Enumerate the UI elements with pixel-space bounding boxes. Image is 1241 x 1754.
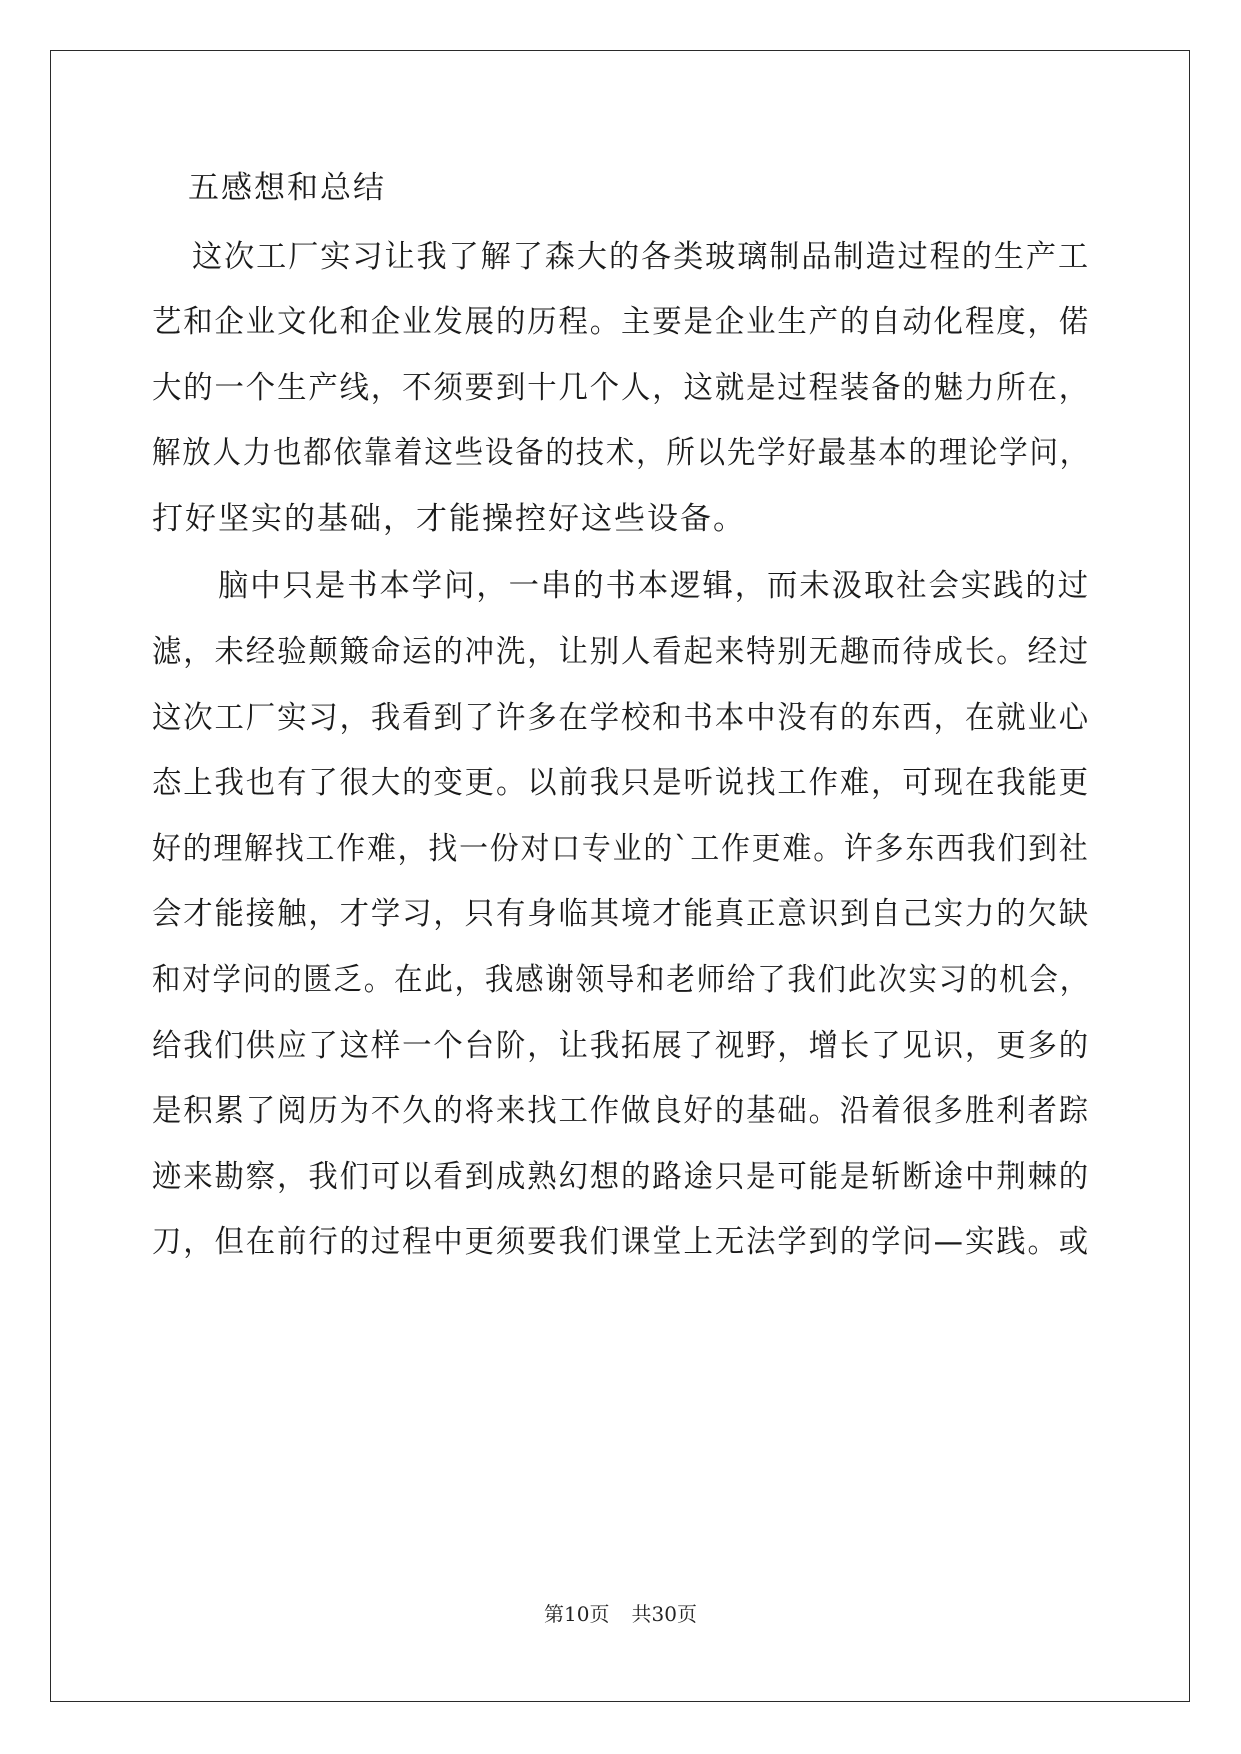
paragraph-line: 迹来勘察，我们可以看到成熟幻想的路途只是可能是斩断途中荆棘的 xyxy=(152,1159,1091,1195)
paragraph-line: 态上我也有了很大的变更。以前我只是听说找工作难，可现在我能更 xyxy=(152,765,1091,801)
section-heading: 五感想和总结 xyxy=(188,170,386,206)
page-border xyxy=(50,50,1190,1702)
paragraph-line: 脑中只是书本学问，一串的书本逻辑，而未汲取社会实践的过 xyxy=(218,568,1091,604)
paragraph-line: 解放人力也都依靠着这些设备的技术，所以先学好最基本的理论学问， xyxy=(152,435,1090,471)
paragraph-line: 大的一个生产线，不须要到十几个人，这就是过程装备的魅力所在， xyxy=(152,370,1091,406)
page-number: 第10页 xyxy=(544,1602,610,1626)
paragraph-line: 艺和企业文化和企业发展的历程。主要是企业生产的自动化程度，偌 xyxy=(152,304,1091,340)
paragraph-line: 好的理解找工作难，找一份对口专业的`工作更难。许多东西我们到社 xyxy=(152,831,1090,867)
paragraph-line: 刀，但在前行的过程中更须要我们课堂上无法学到的学问—实践。或 xyxy=(152,1224,1091,1260)
page-total: 共30页 xyxy=(631,1602,697,1626)
paragraph-line: 打好坚实的基础，才能操控好这些设备。 xyxy=(152,501,746,537)
paragraph-line: 这次工厂实习让我了解了森大的各类玻璃制品制造过程的生产工 xyxy=(192,239,1091,275)
paragraph-line: 滤，未经验颠簸命运的冲洗，让别人看起来特别无趣而待成长。经过 xyxy=(152,634,1091,670)
paragraph-line: 会才能接触，才学习，只有身临其境才能真正意识到自己实力的欠缺 xyxy=(152,896,1091,932)
paragraph-line: 和对学问的匮乏。在此，我感谢领导和老师给了我们此次实习的机会， xyxy=(152,962,1090,998)
page-footer xyxy=(0,1598,1241,1627)
paragraph-line: 这次工厂实习，我看到了许多在学校和书本中没有的东西，在就业心 xyxy=(152,700,1091,736)
paragraph-line: 给我们供应了这样一个台阶，让我拓展了视野，增长了见识，更多的 xyxy=(152,1028,1091,1064)
paragraph-line: 是积累了阅历为不久的将来找工作做良好的基础。沿着很多胜利者踪 xyxy=(152,1093,1091,1129)
